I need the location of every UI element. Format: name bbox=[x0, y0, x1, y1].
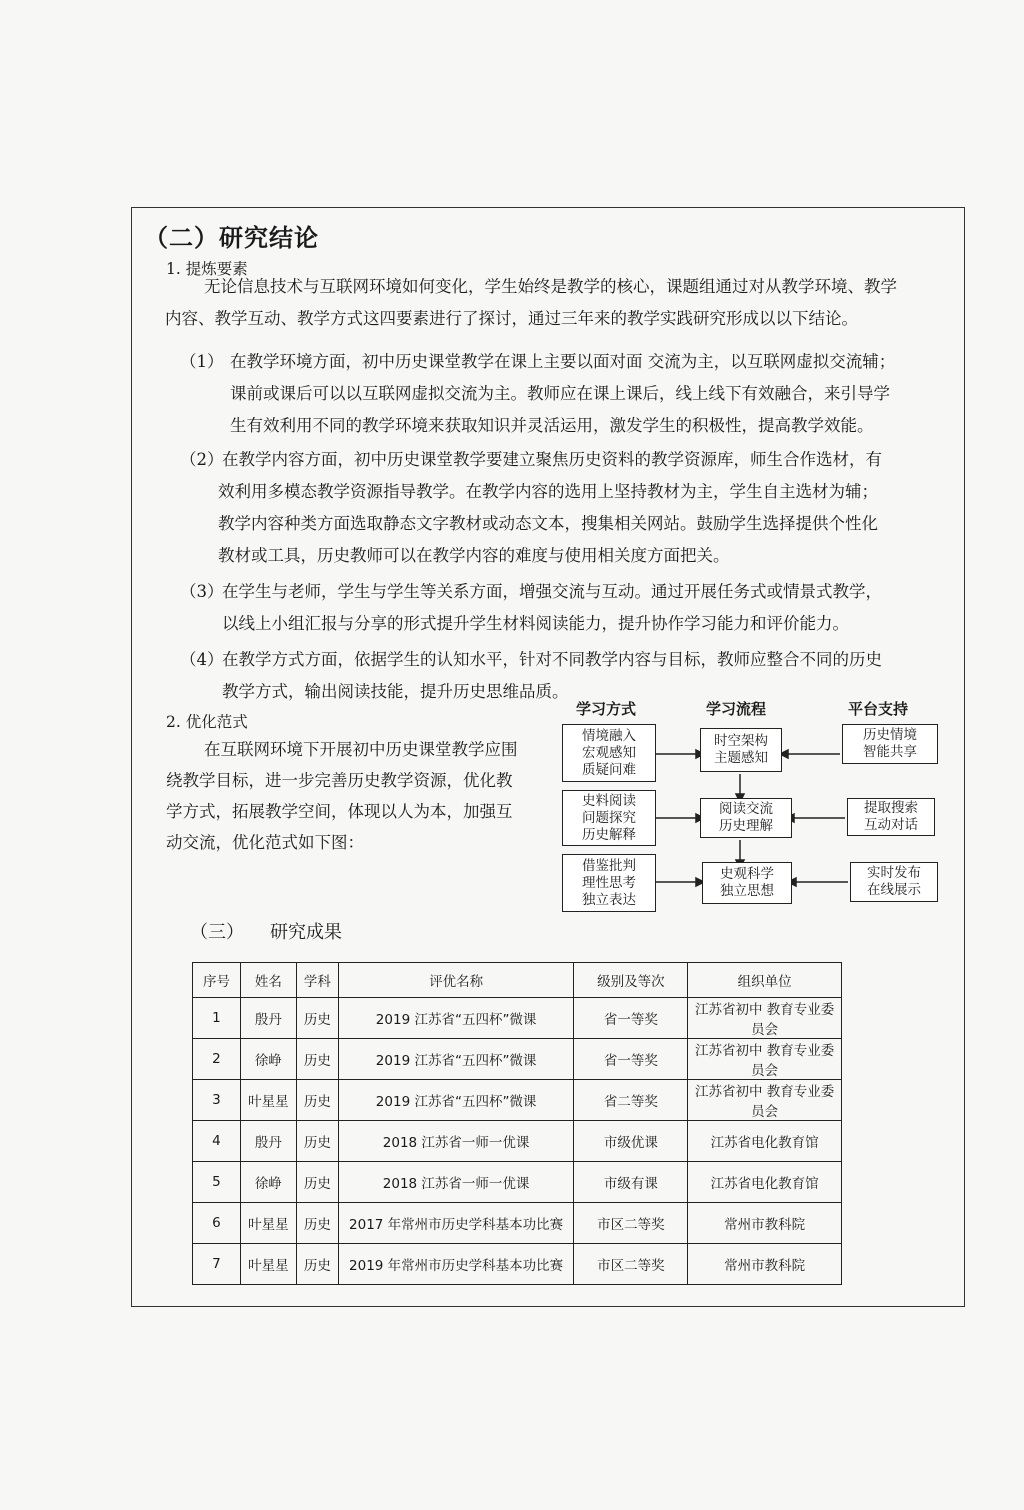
item-1-line-2: 课前或课后可以以互联网虚拟交流为主。教师应在课上课后，线上线下有效融合，来引导学 bbox=[230, 384, 890, 403]
cell-award: 2019 江苏省“五四杯”微课 bbox=[338, 1080, 574, 1121]
subheading-optimized-paradigm: 2. 优化范式 bbox=[166, 713, 248, 731]
col-header-name: 姓名 bbox=[240, 963, 296, 998]
item-2-line-3: 教学内容种类方面选取静态文字教材或动态文本，搜集相关网站。鼓励学生选择提供个性化 bbox=[218, 514, 878, 533]
flow-box-text: 独立表达 bbox=[582, 891, 636, 908]
cell-level: 市级优课 bbox=[574, 1121, 688, 1162]
intro-line-1: 无论信息技术与互联网环境如何变化，学生始终是教学的核心，课题组通过对从教学环境、教学 bbox=[204, 277, 897, 296]
flow-box-text: 情境融入 bbox=[582, 727, 636, 744]
flow-box-text: 历史理解 bbox=[719, 818, 773, 834]
paradigm-line-3: 学方式，拓展教学空间，体现以人为本，加强互 bbox=[166, 802, 513, 821]
table-row bbox=[193, 1162, 842, 1203]
col-header-index: 序号 bbox=[193, 963, 241, 998]
item-3-line-1: 在学生与老师，学生与学生等关系方面，增强交流与互动。通过开展任务式或情景式教学， bbox=[222, 582, 882, 601]
flow-box-text: 智能共享 bbox=[863, 744, 917, 760]
cell-name: 徐峥 bbox=[240, 1039, 296, 1080]
cell-subject: 历史 bbox=[296, 1162, 338, 1203]
cell-name: 叶星星 bbox=[240, 1244, 296, 1285]
flow-box-text: 时空架构 bbox=[714, 733, 768, 749]
cell-index: 1 bbox=[193, 998, 241, 1039]
section-title-results: 研究成果 bbox=[270, 922, 342, 943]
table-row bbox=[193, 1121, 842, 1162]
flow-box-process-3 bbox=[702, 862, 792, 904]
col-header-award-name: 评优名称 bbox=[338, 963, 574, 998]
flow-box-platform-2 bbox=[847, 798, 935, 836]
flow-head-platform-support: 平台支持 bbox=[848, 700, 909, 718]
flow-box-text: 宏观感知 bbox=[582, 744, 636, 761]
cell-level: 省一等奖 bbox=[574, 998, 688, 1039]
cell-subject: 历史 bbox=[296, 1121, 338, 1162]
cell-level: 市区二等奖 bbox=[574, 1203, 688, 1244]
cell-subject: 历史 bbox=[296, 1039, 338, 1080]
cell-subject: 历史 bbox=[296, 1203, 338, 1244]
flow-box-text: 实时发布 bbox=[867, 865, 921, 881]
cell-name: 叶星星 bbox=[240, 1203, 296, 1244]
table-row bbox=[193, 1244, 842, 1285]
cell-name: 叶星星 bbox=[240, 1080, 296, 1121]
flow-box-text: 历史情境 bbox=[863, 727, 917, 743]
section-title-conclusions: （二）研究结论 bbox=[144, 223, 319, 252]
item-2-line-1: 在教学内容方面，初中历史课堂教学要建立聚焦历史资料的教学资源库，师生合作选材，有 bbox=[222, 450, 882, 469]
flow-box-text: 独立思想 bbox=[720, 883, 774, 899]
cell-name: 殷丹 bbox=[240, 998, 296, 1039]
flow-box-mode-1 bbox=[562, 724, 656, 782]
item-4-number: （4） bbox=[180, 650, 224, 669]
cell-index: 3 bbox=[193, 1080, 241, 1121]
cell-level: 市区二等奖 bbox=[574, 1244, 688, 1285]
cell-award: 2018 江苏省一师一优课 bbox=[338, 1162, 574, 1203]
cell-index: 7 bbox=[193, 1244, 241, 1285]
paradigm-line-2: 绕教学目标，进一步完善历史教学资源，优化教 bbox=[166, 771, 513, 790]
cell-award: 2019 江苏省“五四杯”微课 bbox=[338, 1039, 574, 1080]
flow-box-platform-3 bbox=[850, 862, 938, 902]
flow-box-mode-3 bbox=[562, 854, 656, 912]
cell-organizer: 江苏省电化教育馆 bbox=[688, 1121, 842, 1162]
col-header-organizer: 组织单位 bbox=[688, 963, 842, 998]
item-2-line-2: 效利用多模态教学资源指导教学。在教学内容的选用上坚持教材为主，学生自主选材为辅； bbox=[218, 482, 878, 501]
flow-box-platform-1 bbox=[842, 724, 938, 764]
cell-organizer: 常州市教科院 bbox=[688, 1203, 842, 1244]
flow-box-text: 互动对话 bbox=[864, 817, 918, 833]
flow-box-text: 借鉴批判 bbox=[582, 857, 636, 874]
flow-box-text: 史观科学 bbox=[720, 866, 774, 882]
flow-box-text: 理性思考 bbox=[582, 874, 636, 891]
cell-organizer: 江苏省初中 教育专业委员会 bbox=[688, 998, 842, 1039]
flow-box-mode-2 bbox=[562, 790, 656, 846]
table-row bbox=[193, 998, 842, 1039]
table-row bbox=[193, 1203, 842, 1244]
flow-box-text: 阅读交流 bbox=[719, 801, 773, 817]
item-2-number: （2） bbox=[180, 450, 224, 469]
cell-organizer: 江苏省初中 教育专业委员会 bbox=[688, 1039, 842, 1080]
cell-index: 5 bbox=[193, 1162, 241, 1203]
subheading-extract-elements: 1. 提炼要素 bbox=[166, 260, 248, 278]
cell-name: 徐峥 bbox=[240, 1162, 296, 1203]
flow-box-text: 主题感知 bbox=[714, 750, 768, 766]
cell-index: 2 bbox=[193, 1039, 241, 1080]
item-4-line-2: 教学方式，输出阅读技能，提升历史思维品质。 bbox=[222, 682, 569, 701]
flow-box-text: 历史解释 bbox=[582, 826, 636, 843]
cell-organizer: 常州市教科院 bbox=[688, 1244, 842, 1285]
flow-box-process-1 bbox=[700, 728, 782, 772]
flow-box-text: 提取搜索 bbox=[864, 800, 918, 816]
paradigm-line-1: 在互联网环境下开展初中历史课堂教学应围 bbox=[204, 740, 518, 759]
cell-award: 2019 年常州市历史学科基本功比赛 bbox=[338, 1244, 574, 1285]
item-4-line-1: 在教学方式方面，依据学生的认知水平，针对不同教学内容与目标，教师应整合不同的历史 bbox=[222, 650, 882, 669]
flow-box-text: 在线展示 bbox=[867, 882, 921, 898]
flow-head-learning-process: 学习流程 bbox=[706, 700, 767, 718]
cell-award: 2019 江苏省“五四杯”微课 bbox=[338, 998, 574, 1039]
flow-head-learning-mode: 学习方式 bbox=[576, 700, 637, 718]
item-3-line-2: 以线上小组汇报与分享的形式提升学生材料阅读能力，提升协作学习能力和评价能力。 bbox=[222, 614, 849, 633]
flow-box-text: 史料阅读 bbox=[582, 792, 636, 809]
cell-award: 2017 年常州市历史学科基本功比赛 bbox=[338, 1203, 574, 1244]
cell-award: 2018 江苏省一师一优课 bbox=[338, 1121, 574, 1162]
flow-box-text: 问题探究 bbox=[582, 809, 636, 826]
col-header-level: 级别及等次 bbox=[574, 963, 688, 998]
flow-box-process-2 bbox=[700, 798, 792, 838]
item-1-line-3: 生有效利用不同的教学环境来获取知识并灵活运用，激发学生的积极性，提高教学效能。 bbox=[230, 416, 874, 435]
section-number-results: （三） bbox=[190, 922, 244, 943]
table-header-row bbox=[193, 963, 842, 998]
cell-index: 6 bbox=[193, 1203, 241, 1244]
cell-subject: 历史 bbox=[296, 998, 338, 1039]
intro-line-2: 内容、教学互动、教学方式这四要素进行了探讨，通过三年来的教学实践研究形成以以下结论。 bbox=[165, 309, 858, 328]
cell-level: 省一等奖 bbox=[574, 1039, 688, 1080]
cell-subject: 历史 bbox=[296, 1244, 338, 1285]
cell-organizer: 江苏省初中 教育专业委员会 bbox=[688, 1080, 842, 1121]
col-header-subject: 学科 bbox=[296, 963, 338, 998]
item-2-line-4: 教材或工具，历史教师可以在教学内容的难度与使用相关度方面把关。 bbox=[218, 546, 730, 565]
flow-box-text: 质疑问难 bbox=[582, 761, 636, 778]
cell-name: 殷丹 bbox=[240, 1121, 296, 1162]
cell-organizer: 江苏省电化教育馆 bbox=[688, 1162, 842, 1203]
results-table bbox=[192, 962, 842, 1285]
item-1-line-1: 在教学环境方面，初中历史课堂教学在课上主要以面对面 交流为主，以互联网虚拟交流辅； bbox=[230, 352, 896, 371]
item-1-number: （1） bbox=[180, 352, 224, 371]
table-row bbox=[193, 1080, 842, 1121]
item-3-number: （3） bbox=[180, 582, 224, 601]
cell-index: 4 bbox=[193, 1121, 241, 1162]
cell-level: 市级有课 bbox=[574, 1162, 688, 1203]
table-row bbox=[193, 1039, 842, 1080]
cell-subject: 历史 bbox=[296, 1080, 338, 1121]
cell-level: 省二等奖 bbox=[574, 1080, 688, 1121]
paradigm-line-4: 动交流，优化范式如下图： bbox=[166, 833, 364, 852]
